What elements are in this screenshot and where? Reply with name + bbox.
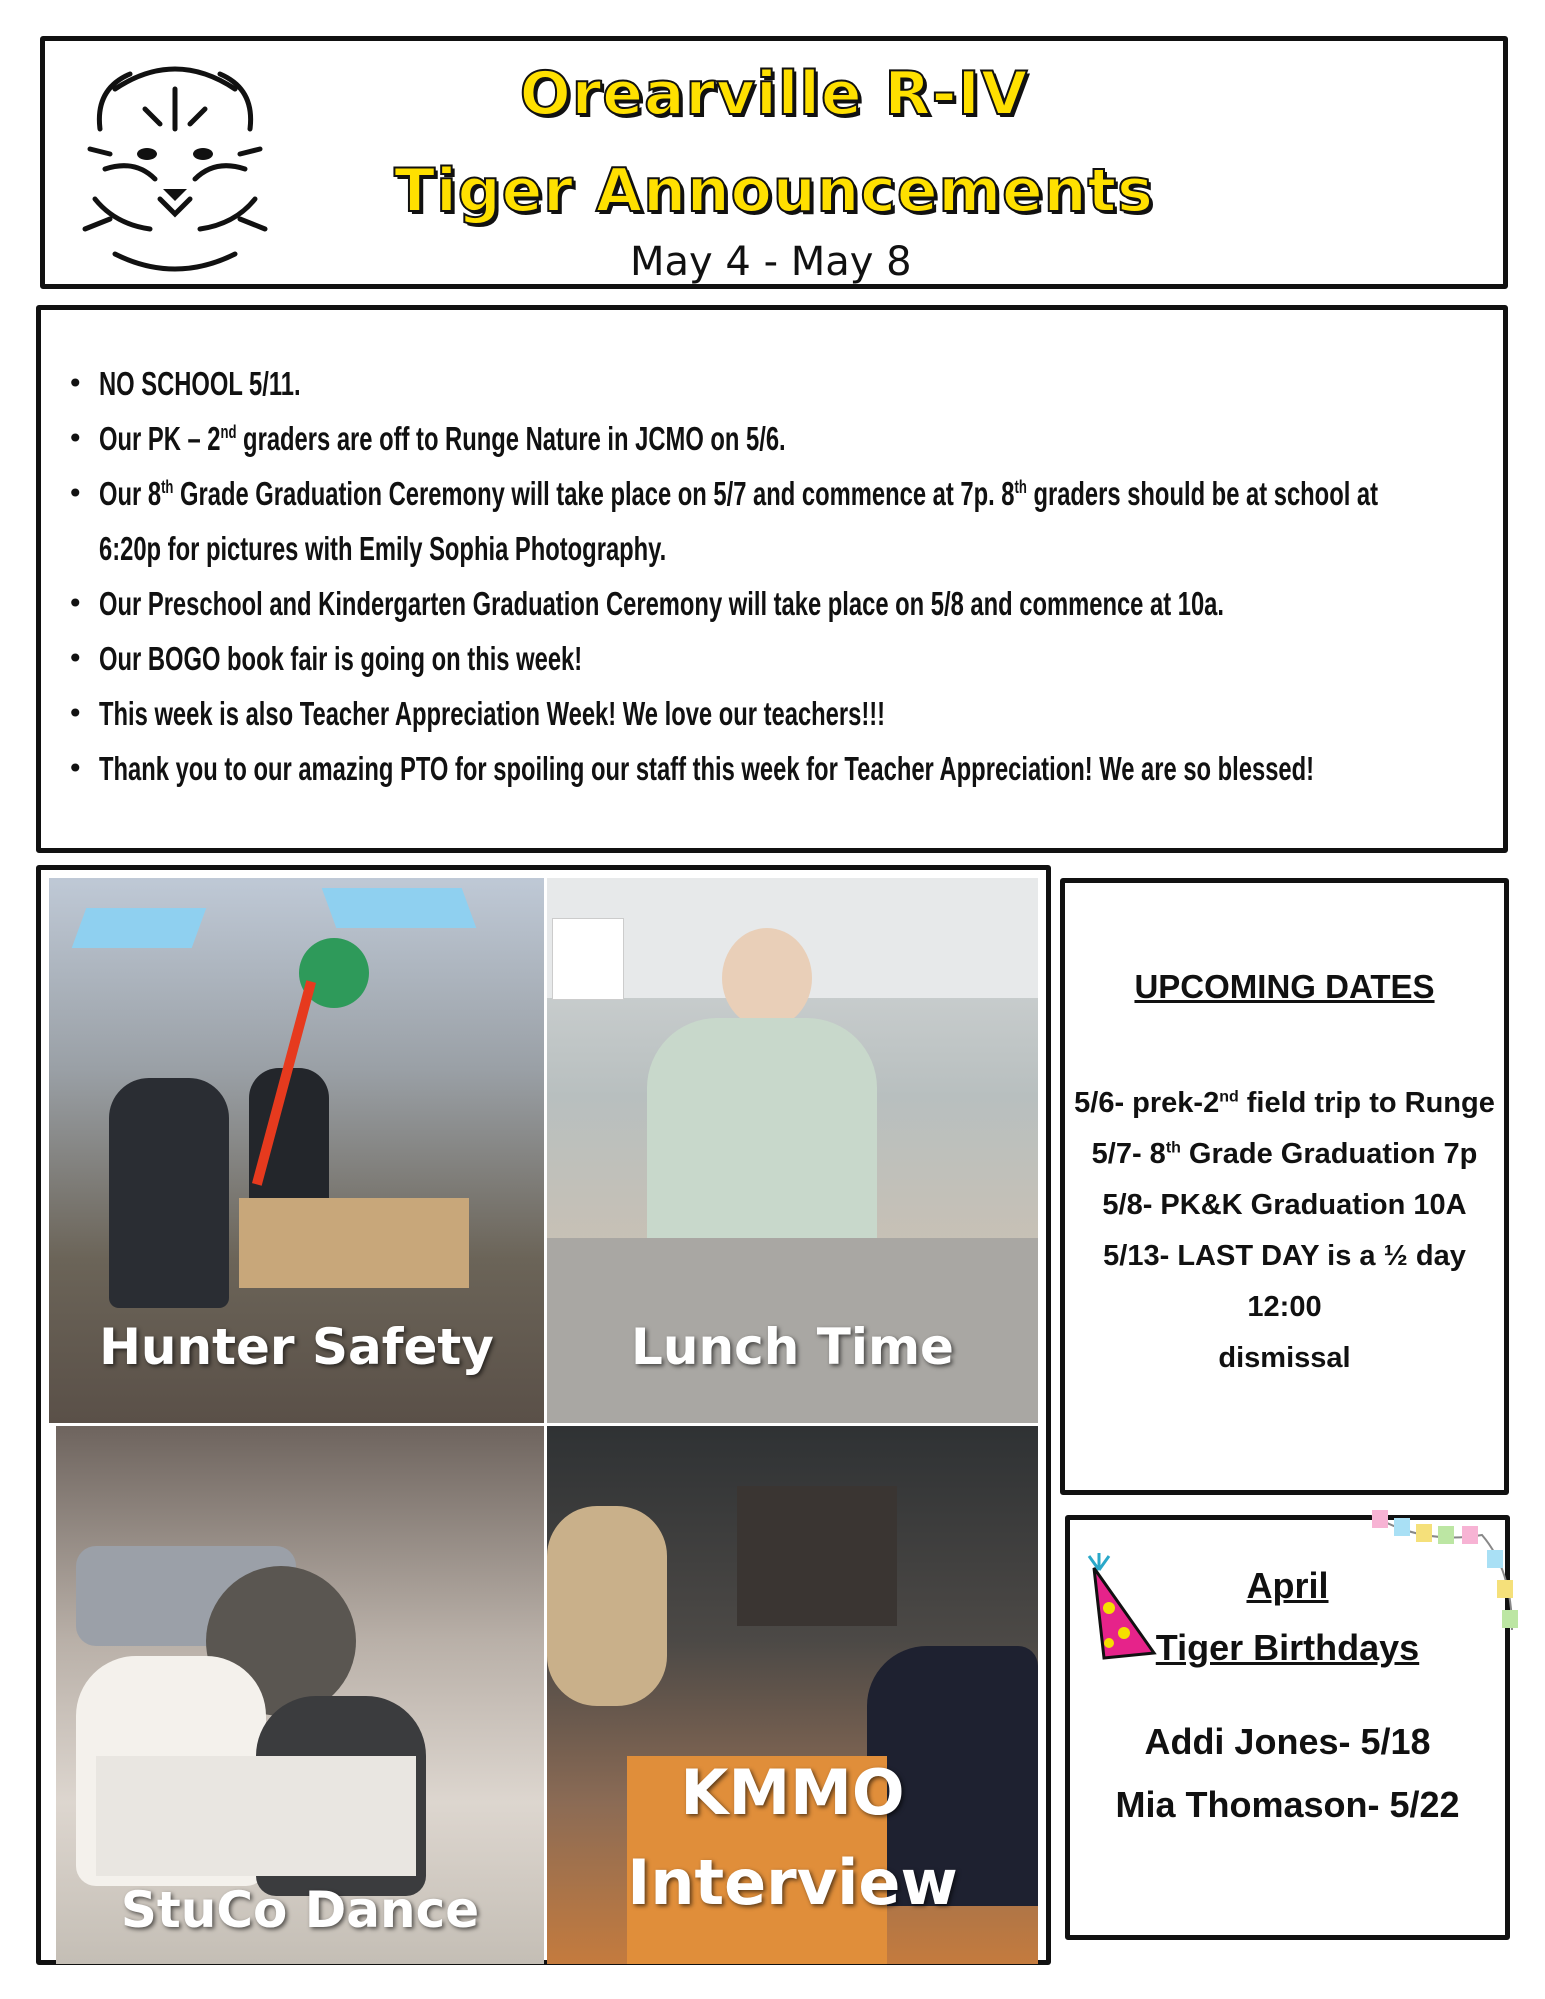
upcoming-date-line: 5/6- prek-2nd field trip to Runge xyxy=(1074,1087,1495,1119)
birthday-heading: Tiger Birthdays xyxy=(1155,1627,1420,1668)
announcement-item: • Our PK – 2nd graders are off to Runge Nature in JCMO on 5/6. xyxy=(59,411,1499,466)
upcoming-date-line: dismissal xyxy=(1218,1342,1351,1374)
photo-caption: KMMO xyxy=(680,1756,905,1829)
photo-stuco-dance xyxy=(56,1426,544,1964)
photo-kmmo-interview xyxy=(547,1426,1038,1964)
title-line-2: Tiger Announcements xyxy=(394,156,1154,226)
photo-collage xyxy=(36,865,1051,1965)
photo-caption: StuCo Dance xyxy=(120,1881,480,1939)
announcement-item: • This week is also Teacher Appreciation Week! We love our teachers!!! xyxy=(59,686,1499,741)
photo-caption: Lunch Time xyxy=(631,1318,954,1376)
photo-hunter-safety xyxy=(49,878,544,1423)
birthdays-box xyxy=(1065,1515,1510,1940)
birthday-entry: Mia Thomason- 5/22 xyxy=(1115,1784,1460,1825)
announcement-item: • Thank you to our amazing PTO for spoiling our staff this week for Teacher Appreciation! We are so blessed! xyxy=(59,741,1499,796)
date-range: May 4 - May 8 xyxy=(630,239,912,285)
announcement-item: • Our BOGO book fair is going on this week! xyxy=(59,631,1499,686)
upcoming-heading: UPCOMING DATES xyxy=(1134,968,1435,1005)
photo-caption: Hunter Safety xyxy=(99,1318,494,1376)
announcement-item: • NO SCHOOL 5/11. xyxy=(59,356,1499,411)
announcement-item: • Our 8th Grade Graduation Ceremony will take place on 5/7 and commence at 7p. 8th graders should be at school at 6:20p for pictures with Emily Sophia Photography. xyxy=(59,466,1499,576)
upcoming-date-line: 5/13- LAST DAY is a ½ day 12:00 xyxy=(1103,1240,1466,1323)
upcoming-date-line: 5/7- 8th Grade Graduation 7p xyxy=(1091,1138,1478,1170)
announcements-box xyxy=(36,305,1508,853)
photo-caption: Interview xyxy=(627,1846,958,1919)
announcement-list xyxy=(59,356,1499,796)
photo-lunch-time xyxy=(547,878,1038,1423)
birthday-month: April xyxy=(1246,1565,1329,1606)
header-box xyxy=(40,36,1508,289)
birthday-entry: Addi Jones- 5/18 xyxy=(1144,1721,1431,1762)
announcement-item: • Our Preschool and Kindergarten Graduation Ceremony will take place on 5/8 and commence at 10a. xyxy=(59,576,1499,631)
upcoming-date-line: 5/8- PK&K Graduation 10A xyxy=(1102,1189,1467,1221)
title-line-1: Orearville R-IV xyxy=(519,59,1029,129)
upcoming-dates-box xyxy=(1060,878,1509,1495)
